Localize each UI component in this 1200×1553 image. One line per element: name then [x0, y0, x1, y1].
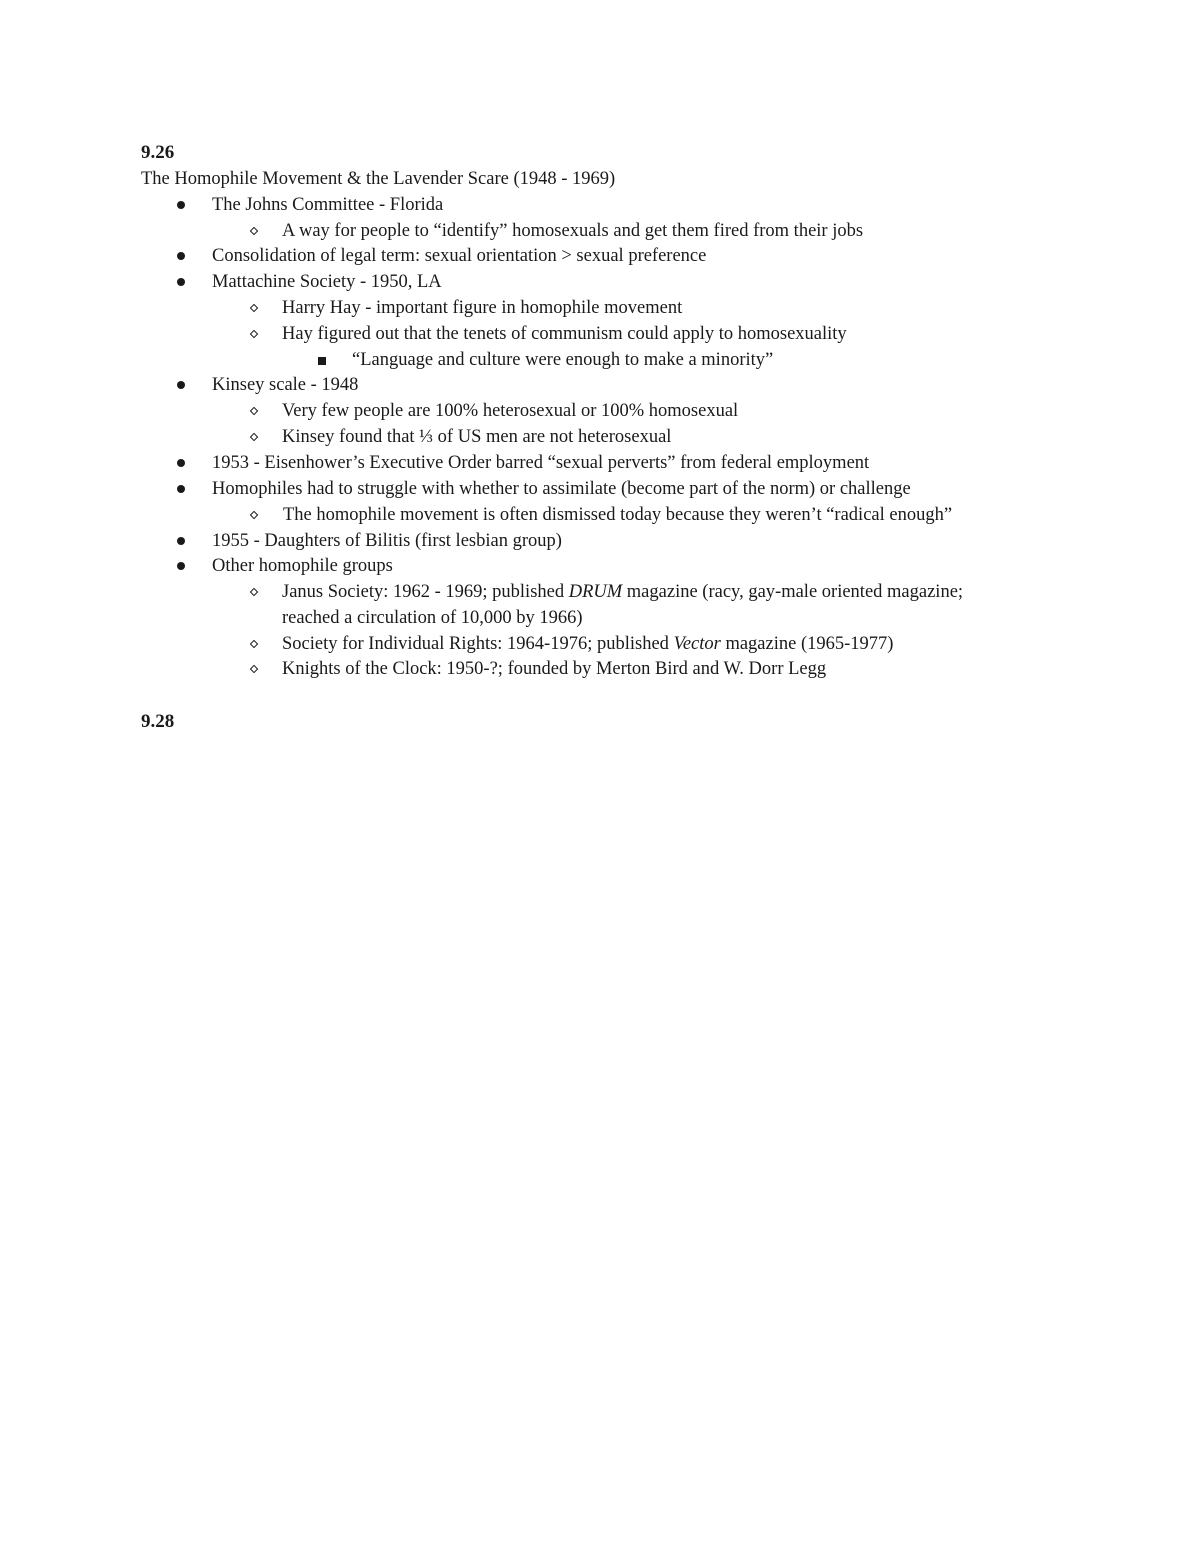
hollow-diamond-bullet-icon: [250, 304, 258, 312]
filled-square-bullet-icon: [318, 357, 326, 365]
lecture-title: The Homophile Movement & the Lavender Scare (1948 - 1969): [141, 169, 616, 189]
filled-circle-bullet-icon: [177, 537, 185, 545]
hollow-diamond-bullet-icon: [250, 511, 258, 519]
date-heading-926: 9.26: [141, 142, 175, 163]
hollow-diamond-bullet-icon: [250, 640, 258, 648]
filled-circle-bullet-icon: [177, 201, 185, 209]
hollow-diamond-bullet-icon: [250, 588, 258, 596]
hollow-diamond-bullet-icon: [250, 665, 258, 673]
filled-circle-bullet-icon: [177, 562, 185, 570]
filled-circle-bullet-icon: [177, 278, 185, 286]
list-item-text: Janus Society: 1962 - 1969; published DRUM magazine (racy, gay-male oriented magazine;: [282, 582, 964, 602]
filled-circle-bullet-icon: [177, 252, 185, 260]
filled-circle-bullet-icon: [177, 381, 185, 389]
list-item-text: Society for Individual Rights: 1964-1976; published Vector magazine (1965-1977): [282, 634, 894, 654]
magazine-title: DRUM: [568, 582, 623, 602]
hollow-diamond-bullet-icon: [250, 227, 258, 235]
date-heading-928: 9.28: [141, 711, 175, 732]
hollow-diamond-bullet-icon: [250, 407, 258, 415]
magazine-title: Vector: [673, 634, 721, 654]
hollow-diamond-bullet-icon: [250, 433, 258, 441]
filled-circle-bullet-icon: [177, 459, 185, 467]
hollow-diamond-bullet-icon: [250, 330, 258, 338]
filled-circle-bullet-icon: [177, 485, 185, 493]
document-page: 9.26 The Homophile Movement & the Lavender Scare (1948 - 1969) The Johns Committee - Florida A way for people to “identify” homosexuals and get them fired from their jobs Consolidation of legal term: sexual orientation > sexual preference Mattachine Society - 1950, LA Harry Hay - important figure in homophile movement Hay figured out that the tenets of communism could apply to homosexuality “Language and culture were enough to make a minority” Kinsey scale - 1948 Very few people are 100% heterosexual or 100% homosexual Kinsey found that ⅓ of US men are not heterosexual 1953 - Eisenhower’s Executive Order barred “sexual perverts” from federal employment Homophiles had to struggle with whether to assimilate (become part of the norm) or challenge The homophile movement is often dismissed today because they weren’t “radical enough” 1955 - Daughters of Bilitis (first lesbian group) Other homophile groups Janus Society: 1962 - 1969; published DRUM magazine (racy, gay-male oriented magazine; reached a circulation of 10,000 by 1966) Society for Individual Rights: 1964-1976; published Vector magazine (1965-1977) Knights of the Clock: 1950-?; founded by Merton Bird and W. Dorr Legg 9.28: [0, 0, 1200, 1553]
